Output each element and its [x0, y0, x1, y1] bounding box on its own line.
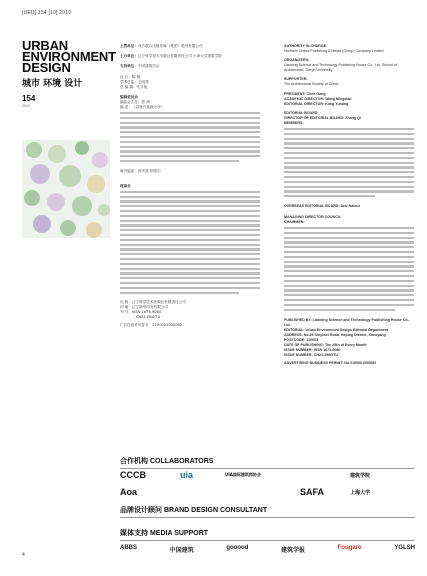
editorial-dept: EDITORIAL: Urban Environment Design Editorial Department: [284, 328, 389, 333]
postcode: POSTCODE: 110003: [284, 338, 319, 343]
logo-yglsh: YGLSH: [394, 545, 415, 551]
organizers-value: Liaoning Science and Technology Publishing House Co., Ltd. School of Architecture, Tianjin University: [284, 63, 398, 72]
collaborators-title-cn: 合作机构: [120, 457, 148, 465]
president-cn: 社 长：陈 刚: [120, 75, 141, 79]
editorial-director-cn: 总 编 辑：孔宇航: [120, 85, 148, 89]
council-title-cn: 理事会: [120, 183, 131, 188]
media-title-cn: 媒体支持: [120, 529, 148, 537]
president: PRESIDENT: Chen Gang: [284, 92, 326, 96]
council-block: [284, 227, 414, 311]
issue-year: 2019: [22, 104, 30, 108]
logo-china-arch: 中国建筑: [169, 547, 194, 554]
consultant-section: [120, 505, 415, 518]
board-title: EDITORIAL BOARD: [284, 111, 318, 115]
organizers-label: ORGANIZERS:: [284, 58, 310, 62]
logo-line-3: DESIGN: [22, 60, 71, 75]
authority-cn-label: 主管单位：: [120, 44, 138, 48]
chairmen-label: CHAIRMEN:: [284, 219, 305, 224]
editorial-director: EDITORIAL DIRECTOR: Kong Yuhang: [284, 102, 349, 106]
address: ADDRESS: No.25 Shiyiwei Road, Heping District, Shenyang: [284, 333, 386, 338]
collaborators-section: [120, 456, 415, 469]
academic-director: ACADEMIC DIRECTOR: Wang Mingxian: [284, 97, 352, 101]
board-title-cn: 编辑委员会: [120, 95, 138, 99]
members-cn-block: [120, 112, 260, 162]
cn-number: CN21-1506/TU: [136, 315, 161, 320]
authority-value: Northern United Publishing & Media (Group) Company Limited: [284, 49, 384, 53]
logo-line-1: URBAN: [22, 38, 68, 53]
members-label-cn: 编 委：（以姓氏笔画为序）: [120, 105, 165, 109]
board-head-cn: 编委会主任：张 琦: [120, 100, 150, 104]
overseas-cn: 海外编委：阿齐兹·纳洛尔: [120, 168, 161, 173]
cn-issue-number: ISSUE NUMBER: CN21-1506/TU: [284, 353, 338, 358]
collaborators-title: COLLABORATORS: [149, 458, 214, 465]
logo-uia: uia: [180, 470, 194, 480]
organizers-cn-label: 主办单位：: [120, 54, 138, 58]
board-director: DIRECTOR OF EDITORIAL BOARD: Zhang Qi: [284, 116, 361, 120]
issue-label-cn: 刊 号：: [120, 310, 132, 315]
publishing-date: DATE OF PUBLISHING: The 28th of Every Month: [284, 343, 367, 348]
consultant-rule: [120, 517, 415, 518]
cover-collage-image: [22, 140, 110, 238]
logo-fougaro: Fougaro: [337, 545, 362, 551]
authority-label: AUTHORITY IN CHARGE:: [284, 44, 328, 48]
issn: ISSUE NUMBER: ISSN 1673-9080: [284, 348, 341, 353]
organizers-cn-value: 辽宁科学技术出版社有限责任公司 天津大学建筑学院: [137, 54, 222, 58]
publisher-cn: 出 版：辽宁科学技术出版社有限责任公司: [120, 300, 186, 305]
ad-permit-cn: 广告经营许可证号：2100001000082: [120, 323, 183, 328]
media-logos: [120, 545, 415, 554]
logo-line-2: ENVIRONMENT: [22, 49, 116, 64]
media-rule: [120, 540, 415, 541]
logo-chinese: 城市 环境 设计: [22, 79, 83, 89]
logo-aoa: Aoa: [120, 487, 138, 497]
issue-number: 154: [22, 94, 36, 103]
logo-shanghai-univ: 上海大学: [350, 489, 371, 496]
authority-cn-value: 北方联合出版传媒（集团）股份有限公司: [137, 44, 203, 48]
academic-director-cn: 学术总监：王明贤: [120, 80, 149, 84]
published-by: PUBLISHED BY: Liaoning Science and Technology Publishing House Co., Ltd.: [284, 318, 410, 328]
members-label: MEMBERS:: [284, 121, 304, 125]
logo-gooood: gooood: [226, 545, 249, 551]
supporter-label: SUPPORTER:: [284, 77, 308, 81]
overseas-board: OVERSEAS EDITORIAL BOARD: Aziz Nalour: [284, 203, 361, 208]
issn-cn: ISSN 1673-9080: [131, 310, 161, 315]
supporter-value: The Architectural Society of China: [284, 82, 339, 86]
logo-uia-cn: UIA国际建筑师协会: [225, 472, 261, 477]
logo-cccb: CCCB: [120, 470, 146, 480]
managing-council: MANAGING DIRECTOR COUNCIL: [284, 214, 342, 219]
members-block: [284, 128, 414, 197]
supporter-cn-value: 中国建筑学会: [137, 64, 160, 68]
cn-masthead: [120, 44, 260, 328]
logo-safa: SAFA: [300, 487, 325, 497]
logo-abbs: ABBS: [120, 545, 138, 551]
logo-arch-school: 建筑学院: [350, 472, 371, 479]
logo-arch-journal: 建筑学报: [281, 547, 306, 554]
ad-permit: ADVERTISING BUSINESS PERMIT: No.2100001000082: [284, 361, 377, 366]
consultant-title: BRAND DESIGN CONSULTANT: [163, 507, 268, 514]
council-cn-block: [120, 191, 260, 294]
consultant-title-cn: 品牌设计顾问: [120, 506, 162, 514]
supporter-cn-label: 支持单位：: [120, 64, 138, 68]
page-number: 4: [22, 552, 25, 558]
printer-cn: 印 刷：辽宁新华印务有限公司: [120, 305, 168, 310]
media-title: MEDIA SUPPORT: [149, 530, 209, 537]
magazine-logo: [22, 40, 116, 73]
media-section: [120, 528, 415, 541]
en-masthead: [284, 44, 414, 366]
running-head: [UED] 154 [10] 2019: [22, 10, 72, 16]
